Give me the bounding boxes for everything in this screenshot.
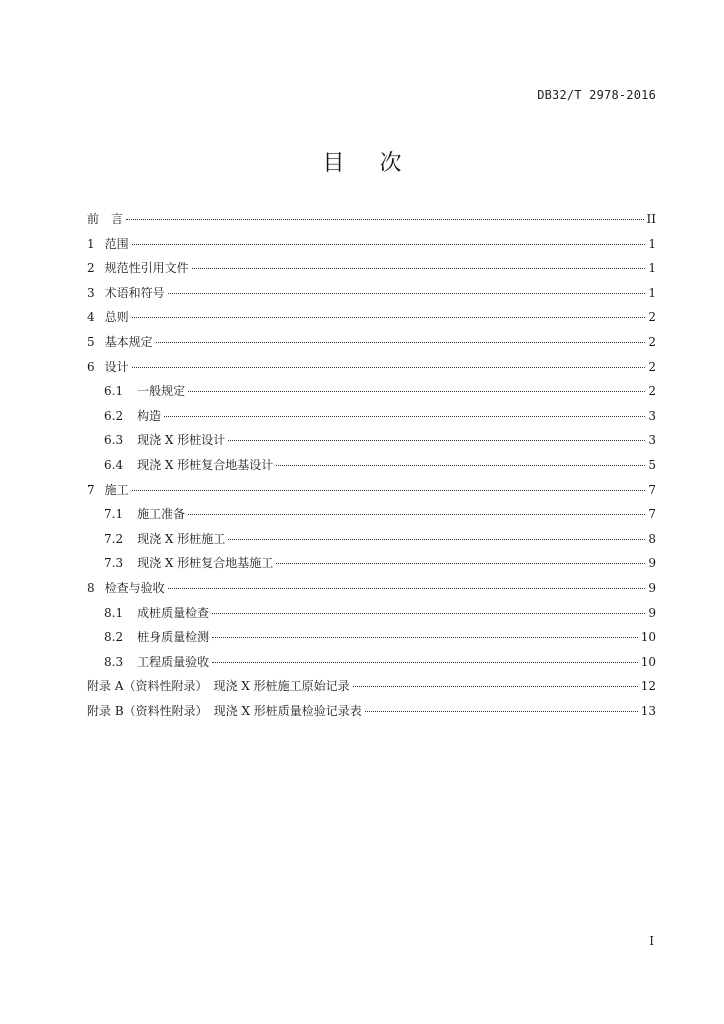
toc-entry-label: 现浇 X 形桩复合地基设计 — [137, 457, 274, 472]
toc-entry[interactable] — [87, 580, 656, 605]
toc-entry-number: 7 — [87, 482, 95, 497]
table-of-contents — [87, 211, 656, 727]
toc-entry-page: 7 — [648, 507, 656, 522]
toc-entry-page: 1 — [648, 285, 656, 300]
toc-entry[interactable] — [87, 482, 656, 507]
toc-entry[interactable] — [87, 309, 656, 334]
toc-entry[interactable] — [87, 531, 656, 556]
toc-entry-label: 成桩质量检查 — [137, 605, 210, 620]
toc-dot-leader — [276, 465, 645, 466]
toc-entry-number: 7.2 — [104, 531, 124, 546]
toc-entry-number: 4 — [87, 310, 95, 325]
toc-entry-page: 1 — [648, 261, 656, 276]
toc-dot-leader — [212, 637, 638, 638]
toc-entry-page: 2 — [648, 310, 656, 325]
toc-entry-page: 13 — [640, 703, 656, 718]
toc-entry-number: 8.3 — [104, 654, 124, 669]
toc-entry[interactable] — [87, 432, 656, 457]
toc-entry-page: 8 — [648, 531, 656, 546]
toc-entry-label: 施工 — [104, 482, 129, 497]
toc-entry-page: 10 — [640, 654, 656, 669]
toc-dot-leader — [276, 563, 645, 564]
toc-entry[interactable] — [87, 383, 656, 408]
toc-entry-number: 2 — [87, 261, 95, 276]
toc-entry-label: 附录 A（资料性附录） 现浇 X 形桩施工原始记录 — [87, 679, 350, 694]
toc-entry-number: 7.3 — [104, 556, 124, 571]
toc-entry[interactable] — [87, 629, 656, 654]
toc-dot-leader — [126, 219, 644, 220]
toc-entry-page: 1 — [648, 236, 656, 251]
toc-entry-label: 工程质量验收 — [137, 654, 210, 669]
toc-entry-page: 9 — [648, 556, 656, 571]
toc-dot-leader — [168, 293, 646, 294]
toc-dot-leader — [156, 342, 646, 343]
toc-dot-leader — [132, 244, 646, 245]
toc-entry-number: 5 — [87, 334, 95, 349]
toc-entry-label: 设计 — [104, 359, 129, 374]
toc-entry-number: 7.1 — [104, 507, 124, 522]
toc-entry-label: 检查与验收 — [104, 580, 165, 595]
toc-entry-number: 6.1 — [104, 384, 124, 399]
toc-entry-label: 术语和符号 — [104, 285, 165, 300]
toc-entry[interactable] — [87, 703, 656, 728]
toc-entry-label: 桩身质量检测 — [137, 630, 210, 645]
toc-entry-page: 3 — [648, 433, 656, 448]
toc-entry-number: 3 — [87, 285, 95, 300]
toc-entry-number: 6 — [87, 359, 95, 374]
toc-entry-page: 2 — [648, 359, 656, 374]
toc-entry[interactable] — [87, 654, 656, 679]
toc-entry[interactable] — [87, 334, 656, 359]
toc-dot-leader — [188, 391, 645, 392]
page-number: I — [649, 934, 654, 948]
toc-entry-label: 范围 — [104, 236, 129, 251]
toc-entry-label: 构造 — [137, 408, 162, 423]
toc-entry-page: II — [646, 212, 656, 226]
toc-entry[interactable] — [87, 211, 656, 236]
toc-entry-label: 基本规定 — [104, 334, 153, 349]
toc-entry-label: 总则 — [104, 310, 129, 325]
toc-entry[interactable] — [87, 260, 656, 285]
toc-entry-label: 附录 B（资料性附录） 现浇 X 形桩质量检验记录表 — [87, 703, 362, 718]
toc-entry-page: 7 — [648, 482, 656, 497]
toc-dot-leader — [132, 317, 646, 318]
toc-entry[interactable] — [87, 359, 656, 384]
toc-entry-page: 3 — [648, 408, 656, 423]
toc-entry-label: 施工准备 — [137, 507, 186, 522]
toc-dot-leader — [212, 662, 638, 663]
toc-entry[interactable] — [87, 605, 656, 630]
toc-entry-page: 12 — [640, 679, 656, 694]
document-code: DB32/T 2978-2016 — [537, 88, 656, 102]
toc-entry-label: 现浇 X 形桩设计 — [137, 433, 226, 448]
toc-entry-number: 6.4 — [104, 457, 124, 472]
toc-entry-label: 现浇 X 形桩施工 — [137, 531, 226, 546]
toc-entry-number: 8.2 — [104, 630, 124, 645]
toc-dot-leader — [192, 268, 646, 269]
toc-entry-page: 2 — [648, 334, 656, 349]
toc-entry[interactable] — [87, 285, 656, 310]
toc-dot-leader — [168, 588, 646, 589]
toc-entry-number: 6.3 — [104, 433, 124, 448]
toc-entry-page: 9 — [648, 580, 656, 595]
toc-dot-leader — [228, 440, 645, 441]
toc-entry-label: 一般规定 — [137, 384, 186, 399]
toc-entry-page: 9 — [648, 605, 656, 620]
toc-entry[interactable] — [87, 555, 656, 580]
toc-dot-leader — [212, 613, 645, 614]
toc-entry-number: 8.1 — [104, 605, 124, 620]
toc-entry-number: 6.2 — [104, 408, 124, 423]
toc-dot-leader — [132, 367, 646, 368]
toc-entry-page: 5 — [648, 457, 656, 472]
toc-entry[interactable] — [87, 457, 656, 482]
toc-entry-label: 前 言 — [87, 212, 124, 226]
toc-dot-leader — [164, 416, 645, 417]
toc-dot-leader — [188, 514, 645, 515]
toc-entry[interactable] — [87, 506, 656, 531]
toc-entry-label: 规范性引用文件 — [104, 261, 189, 276]
page-title: 目 次 — [322, 151, 416, 176]
toc-dot-leader — [365, 711, 638, 712]
toc-entry-page: 2 — [648, 384, 656, 399]
toc-dot-leader — [228, 539, 645, 540]
toc-entry[interactable] — [87, 236, 656, 261]
toc-dot-leader — [132, 490, 646, 491]
toc-entry-label: 现浇 X 形桩复合地基施工 — [137, 556, 274, 571]
toc-entry-number: 1 — [87, 236, 95, 251]
toc-entry-page: 10 — [640, 630, 656, 645]
toc-dot-leader — [353, 686, 638, 687]
toc-entry[interactable] — [87, 408, 656, 433]
toc-entry[interactable] — [87, 678, 656, 703]
toc-entry-number: 8 — [87, 580, 95, 595]
